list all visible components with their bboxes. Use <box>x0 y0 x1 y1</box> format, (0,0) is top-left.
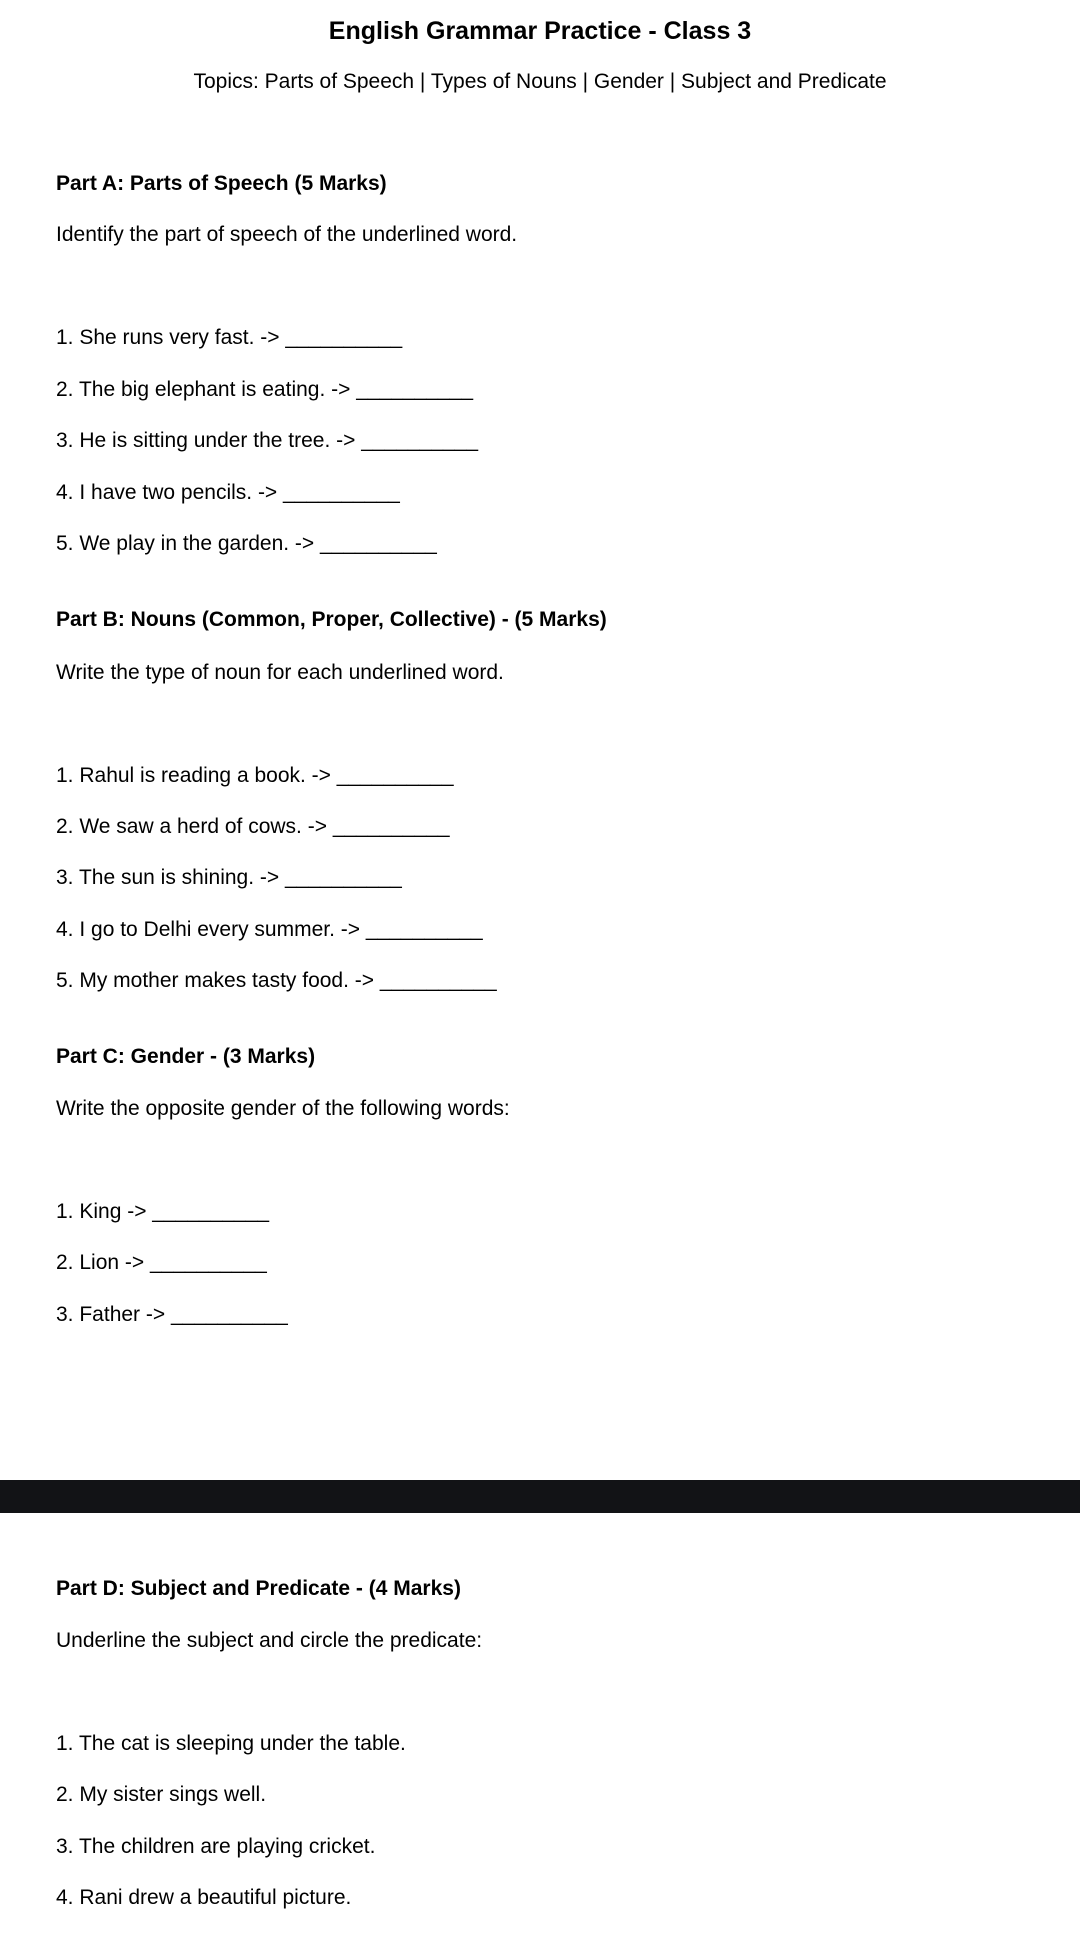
part-c-item-3: 3. Father -> __________ <box>56 1303 288 1326</box>
part-c-item-1: 1. King -> __________ <box>56 1200 270 1223</box>
part-a-heading: Part A: Parts of Speech (5 Marks) <box>56 172 387 195</box>
page-title: English Grammar Practice - Class 3 <box>328 17 752 45</box>
part-a-item-1: 1. She runs very fast. -> __________ <box>56 326 403 349</box>
part-d-heading: Part D: Subject and Predicate - (4 Marks) <box>56 1577 461 1600</box>
part-d-item-2: 2. My sister sings well. <box>56 1783 267 1806</box>
part-a-item-3: 3. He is sitting under the tree. -> __________ <box>56 429 479 452</box>
part-a-item-4: 4. I have two pencils. -> __________ <box>56 481 400 504</box>
part-a-instruction: Identify the part of speech of the underlined word. <box>56 223 518 246</box>
part-b-item-4: 4. I go to Delhi every summer. -> __________ <box>56 918 483 941</box>
page-break-divider <box>0 1480 1080 1513</box>
part-a-item-2: 2. The big elephant is eating. -> __________ <box>56 378 474 401</box>
part-d-instruction: Underline the subject and circle the predicate: <box>56 1629 483 1652</box>
part-d-item-1: 1. The cat is sleeping under the table. <box>56 1732 406 1755</box>
part-b-item-5: 5. My mother makes tasty food. -> __________ <box>56 969 497 992</box>
part-d-item-4: 4. Rani drew a beautiful picture. <box>56 1886 352 1909</box>
part-a-item-5: 5. We play in the garden. -> __________ <box>56 532 437 555</box>
part-c-item-2: 2. Lion -> __________ <box>56 1251 267 1274</box>
part-c-instruction: Write the opposite gender of the following words: <box>56 1097 510 1120</box>
part-d-item-3: 3. The children are playing cricket. <box>56 1835 376 1858</box>
page-subtitle: Topics: Parts of Speech | Types of Nouns | Gender | Subject and Predicate <box>193 70 887 93</box>
part-b-instruction: Write the type of noun for each underlined word. <box>56 661 504 684</box>
part-b-item-1: 1. Rahul is reading a book. -> __________ <box>56 764 454 787</box>
part-b-item-3: 3. The sun is shining. -> __________ <box>56 866 402 889</box>
part-b-item-2: 2. We saw a herd of cows. -> __________ <box>56 815 450 838</box>
part-c-heading: Part C: Gender - (3 Marks) <box>56 1045 316 1068</box>
part-b-heading: Part B: Nouns (Common, Proper, Collective) - (5 Marks) <box>56 608 607 631</box>
